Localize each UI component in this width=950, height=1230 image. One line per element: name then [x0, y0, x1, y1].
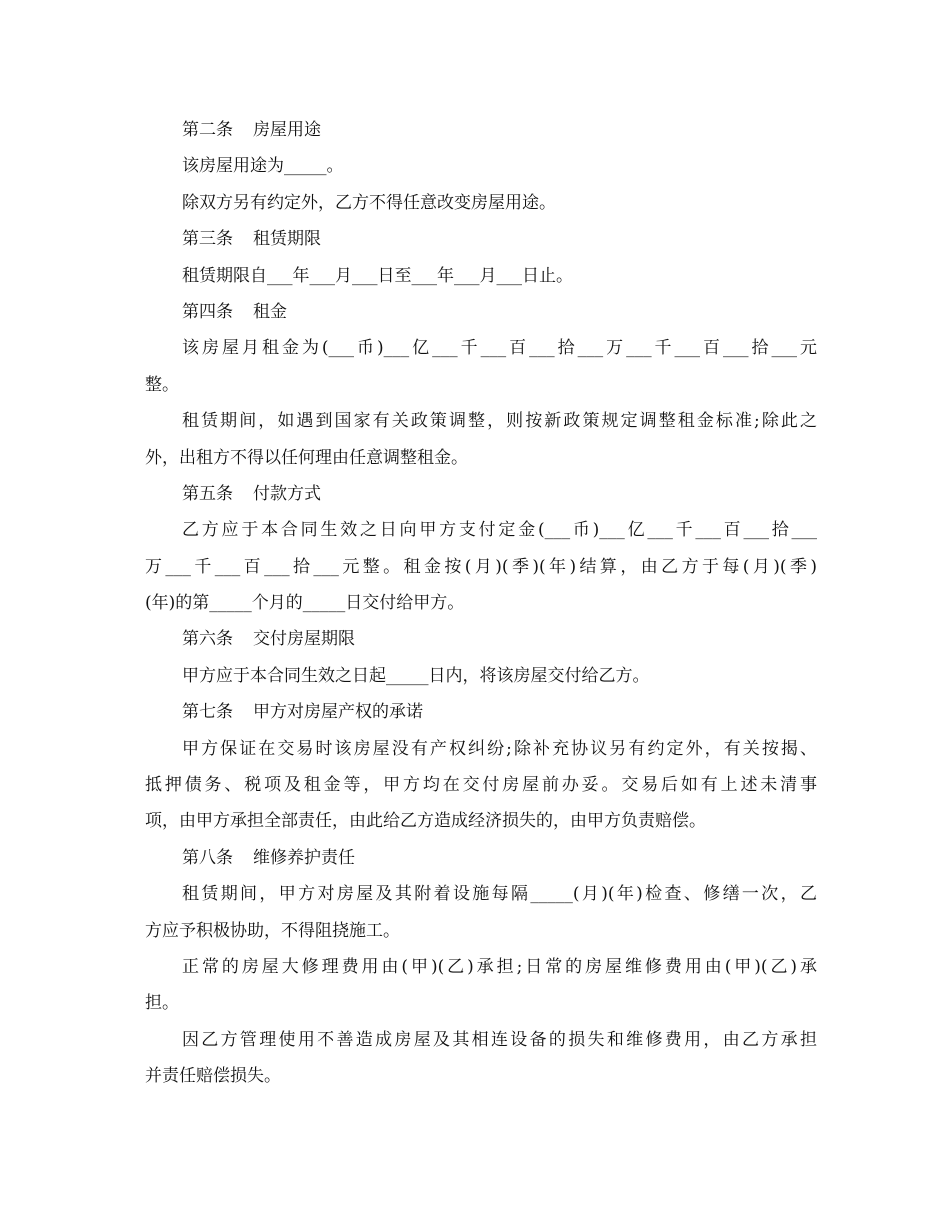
document-body	[145, 116, 817, 1099]
paragraph-line: 项，由甲方承担全部责任，由此给乙方造成经济损失的，由甲方负责赔偿。	[145, 811, 706, 832]
article-4-heading	[145, 298, 817, 334]
article-title: 租金	[253, 301, 287, 322]
article-title: 交付房屋期限	[253, 629, 355, 650]
article-5-heading	[145, 480, 817, 516]
article-8-heading	[145, 844, 817, 880]
paragraph-line: 租赁期间，甲方对房屋及其附着设施每隔_____(月)(年)检查、修缮一次，乙	[182, 884, 817, 905]
paragraph-line: 乙方应于本合同生效之日向甲方支付定金(___币)___亿___千___百___拾___	[182, 520, 817, 541]
paragraph-line: (年)的第_____个月的_____日交付给甲方。	[145, 593, 465, 614]
article-number: 第四条	[182, 301, 233, 322]
paragraph-line: 租赁期限自___年___月___日至___年___月___日止。	[182, 265, 573, 286]
article-7-heading	[145, 698, 817, 734]
article-title: 房屋用途	[253, 120, 321, 140]
article-6-heading	[145, 625, 817, 661]
paragraph-line: 除双方另有约定外，乙方不得任意改变房屋用途。	[182, 192, 556, 213]
article-title: 付款方式	[253, 483, 321, 504]
article-title: 维修养护责任	[253, 847, 355, 868]
article-number: 第二条	[182, 120, 233, 140]
paragraph-line: 该房屋月租金为(___币)___亿___千___百___拾___万___千___百___拾___元	[182, 338, 817, 359]
paragraph-line: 担。	[145, 993, 179, 1014]
article-title: 甲方对房屋产权的承诺	[253, 702, 423, 723]
article-number: 第六条	[182, 629, 233, 650]
article-number: 第八条	[182, 847, 233, 868]
paragraph-line: 并责任赔偿损失。	[145, 1066, 281, 1087]
article-number: 第三条	[182, 229, 233, 250]
paragraph-line: 方应予积极协助，不得阻挠施工。	[145, 920, 400, 941]
paragraph-line: 甲方应于本合同生效之日起_____日内，将该房屋交付给乙方。	[182, 665, 650, 686]
article-3-heading	[145, 225, 817, 261]
paragraph-line: 租赁期间，如遇到国家有关政策调整，则按新政策规定调整租金标准;除此之	[182, 411, 817, 432]
article-number: 第七条	[182, 702, 233, 723]
article-title: 租赁期限	[253, 229, 321, 250]
paragraph-line: 抵押债务、税项及租金等，甲方均在交付房屋前办妥。交易后如有上述未清事	[145, 775, 817, 796]
paragraph-line: 外，出租方不得以任何理由任意调整租金。	[145, 447, 468, 468]
paragraph-line: 正常的房屋大修理费用由(甲)(乙)承担;日常的房屋维修费用由(甲)(乙)承	[182, 956, 817, 977]
paragraph-line: 该房屋用途为_____。	[182, 156, 344, 177]
paragraph-line: 因乙方管理使用不善造成房屋及其相连设备的损失和维修费用，由乙方承担	[182, 1029, 817, 1050]
article-number: 第五条	[182, 483, 233, 504]
paragraph-line: 整。	[145, 374, 179, 395]
article-2-heading	[145, 116, 817, 152]
paragraph-line: 万___千___百___拾___元整。租金按(月)(季)(年)结算，由乙方于每(月)(季)	[145, 556, 817, 577]
paragraph-line: 甲方保证在交易时该房屋没有产权纠纷;除补充协议另有约定外，有关按揭、	[182, 738, 817, 759]
